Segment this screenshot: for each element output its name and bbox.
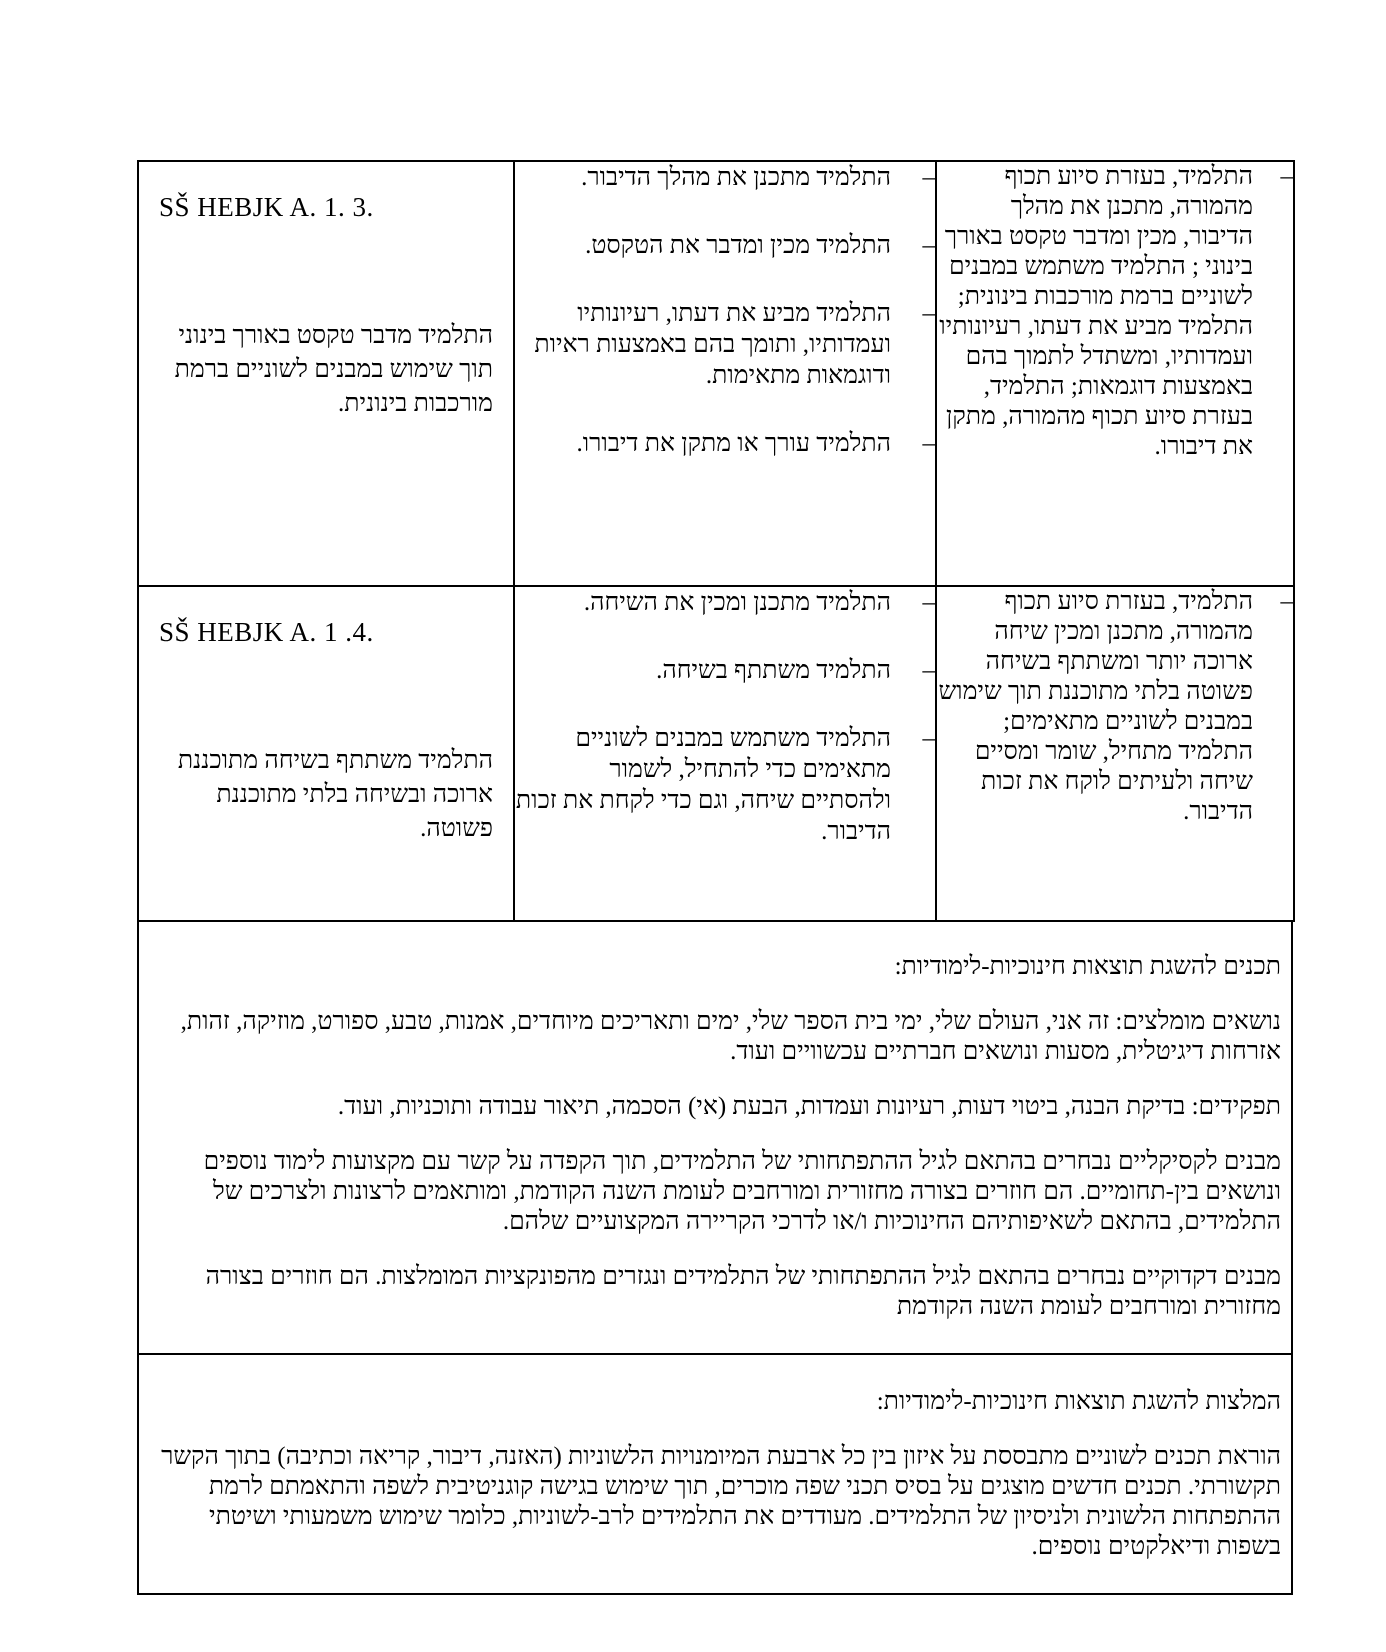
elaboration-text: התלמיד מתכנן ומכין את השיחה. (583, 589, 891, 616)
dash-bullet-icon: – (1280, 163, 1293, 190)
list-item (515, 587, 935, 618)
dash-bullet-icon: – (922, 300, 935, 327)
outcomes-table (137, 160, 1295, 922)
list-item (515, 298, 935, 391)
outcome-level-cell (936, 161, 1294, 586)
elaboration-text: התלמיד משתתף בשיחה. (656, 657, 891, 684)
elaboration-text: התלמיד עורך או מתקן את דיבורו. (576, 430, 891, 457)
outcome-elaboration-cell (514, 161, 936, 586)
elaboration-text: התלמיד משתמש במבנים לשוניים מתאימים כדי להתחיל, לשמור ולהסתיים שיחה, וגם כדי לקחת את זכות הדיבור. (515, 725, 891, 845)
outcome-code-cell (138, 586, 514, 921)
outcome-code-cell (138, 161, 514, 586)
elaboration-text: התלמיד מכין ומדבר את הטקסט. (585, 232, 891, 259)
elaboration-text: התלמיד מביע את דעתו, רעיונותיו ועמדותיו, ותומך בהם באמצעות ראיות ודוגמאות מתאימות. (534, 300, 891, 389)
contents-paragraph: מבנים לקסיקליים נבחרים בהתאם לגיל ההתפתחותי של התלמידים, תוך הקפדה על קשר עם מקצועות לימוד נוספים ונושאים בין-תחומיים. הם חוזרים בצורה מחזורית ומורחבים לעומת השנה הקודמת, ומותאמים לרצונות ולצרכים של התלמידים, בהתאם לשאיפותיהם החינוכיות ו/או לדרכי הקריירה המקצועיים שלהם. (203, 1148, 1281, 1235)
recommendations-paragraph: הוראת תכנים לשוניים מתבססת על איזון בין כל ארבעת המיומנויות הלשוניות (האזנה, דיבור, קריאה וכתיבה) בתוך הקשר תקשורתי. תכנים חדשים מוצגים על בסיס תכני שפה מוכרים, תוך שימוש בגישה קוגניטיבית לשפה והתאמתם לרמת ההתפתחות הלשונית ולניסיון של התלמידים. מעודדים את התלמידים לרב-לשוניות, כלומר שימוש משמעותי ושיטתי בשפות ודיאלקטים נוספים. (161, 1443, 1281, 1560)
elaboration-text: התלמיד מתכנן את מהלך הדיבור. (581, 164, 891, 191)
outcome-elaboration-cell (514, 586, 936, 921)
list-item (515, 230, 935, 261)
list-item (937, 587, 1293, 827)
dash-bullet-icon: – (922, 232, 935, 259)
outcome-level-cell (936, 586, 1294, 921)
outcome-code: SŠ HEBJK A. 1. 3. (159, 192, 374, 222)
contents-paragraph: מבנים דקדוקיים נבחרים בהתאם לגיל ההתפתחותי של התלמידים ונגזרים מהפונקציות המומלצות. הם חוזרים בצורה מחזורית ומורחבים לעומת השנה הקודמת (205, 1263, 1281, 1320)
list-item (515, 723, 935, 847)
dash-bullet-icon: – (922, 430, 935, 457)
recommendations-box (137, 1353, 1293, 1595)
outcome-summary: התלמיד משתתף בשיחה מתוכננת ארוכה ובשיחה בלתי מתוכננת פשוטה. (177, 747, 493, 842)
level-text: התלמיד, בעזרת סיוע תכוף מהמורה, מתכנן ומכין שיחה ארוכה יותר ומשתתף בשיחה פשוטה בלתי מתוכננת תוך שימוש במבנים לשוניים מתאימים; התלמיד מתחיל, שומר ומסיים שיחה ולעיתים לוקח את זכות הדיבור. (938, 588, 1253, 825)
outcome-summary: התלמיד מדבר טקסט באורך בינוני תוך שימוש במבנים לשוניים ברמת מורכבות בינונית. (174, 322, 493, 417)
outcome-code: SŠ HEBJK A. 1 .4. (159, 617, 374, 647)
list-item (515, 428, 935, 459)
dash-bullet-icon: – (922, 164, 935, 191)
dash-bullet-icon: – (1280, 588, 1293, 615)
contents-paragraph: נושאים מומלצים: זה אני, העולם שלי, ימי בית הספר שלי, ימים ותאריכים מיוחדים, אמנות, טבע, ספורט, מוזיקה, זהות, אזרחות דיגיטלית, מסעות ונושאים חברתיים עכשוויים ועוד. (180, 1008, 1281, 1065)
dash-bullet-icon: – (922, 725, 935, 752)
contents-box (137, 920, 1293, 1355)
contents-paragraph: תפקידים: בדיקת הבנה, ביטוי דעות, רעיונות ועמדות, הבעת (אי) הסכמה, תיאור עבודה ותוכניות, ועוד. (337, 1093, 1281, 1120)
level-text: התלמיד, בעזרת סיוע תכוף מהמורה, מתכנן את מהלך הדיבור, מכין ומדבר טקסט באורך בינוני ; התלמיד משתמש במבנים לשוניים ברמת מורכבות בינונית; התלמיד מביע את דעתו, רעיונותיו ועמדותיו, ומשתדל לתמוך בהם באמצעות דוגמאות; התלמיד, בעזרת סיוע תכוף מהמורה, מתקן את דיבורו. (939, 163, 1253, 460)
contents-heading: תכנים להשגת תוצאות חינוכיות-לימודיות: (894, 953, 1281, 980)
dash-bullet-icon: – (922, 657, 935, 684)
table-row (138, 586, 1294, 921)
list-item (515, 655, 935, 686)
table-row (138, 161, 1294, 586)
list-item (937, 162, 1293, 462)
list-item (515, 162, 935, 193)
document-body (137, 160, 1293, 1595)
dash-bullet-icon: – (922, 589, 935, 616)
recommendations-heading: המלצות להשגת תוצאות חינוכיות-לימודיות: (876, 1388, 1281, 1415)
